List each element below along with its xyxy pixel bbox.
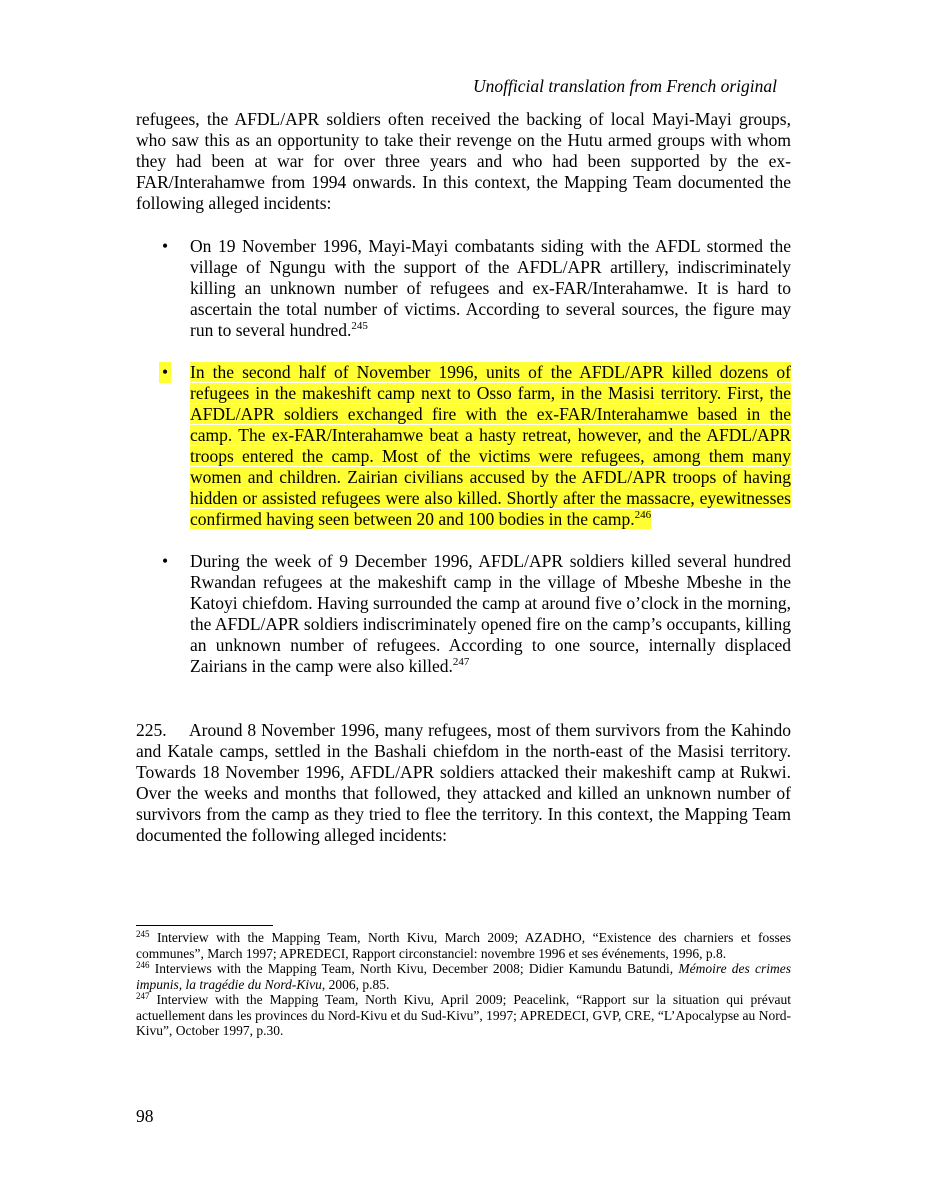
footnote: $^{247}$ Interview with the Mapping Team, North Kivu, April 2009; Peacelink, “Rapport sur la situation qui prévaut actuellement dans les provinces du Nord-Kivu et du Sud-Kivu”, 1997; APREDECI, GVP, CRE, “L’Apocalypse au Nord-Kivu”, October 1997, p.30. bbox=[136, 991, 791, 1038]
list-item-text: During the week of 9 December 1996, AFDL/APR soldiers killed several hundred Rwandan refugees at the makeshift camp in the village of Mbeshe Mbeshe in the Katoyi chiefdom. Having surrounded the camp at around five o’clock in the morning, the AFDL/APR soldiers indiscriminately opened fire on the camp’s occupants, killing an unknown number of refugees. According to one source, internally displaced Zairians in the camp were also killed.$^{247}$ bbox=[190, 551, 791, 676]
list-item bbox=[136, 236, 791, 341]
footnotes bbox=[136, 930, 791, 1039]
intro-text: refugees, the AFDL/APR soldiers often received the backing of local Mayi-Mayi groups, who saw this as an opportunity to take their revenge on the Hutu armed groups with whom they had been at war for over three years and who had been supported by the ex-FAR/Interahamwe from 1994 onwards. In this context, the Mapping Team documented the following alleged incidents: bbox=[136, 109, 791, 213]
footnote: $^{246}$ Interviews with the Mapping Team, North Kivu, December 2008; Didier Kamundu Batundi, Mémoire des crimes impunis, la tragédie du Nord-Kivu, 2006, p.85. bbox=[136, 960, 792, 992]
page-number: 98 bbox=[136, 1106, 154, 1126]
footnote-number: 246 bbox=[136, 960, 150, 970]
footnote-number: 245 bbox=[136, 929, 150, 939]
paragraph-225 bbox=[136, 720, 791, 846]
list-item bbox=[136, 551, 791, 677]
incident-list bbox=[136, 236, 791, 698]
footnote-ref[interactable]: 246 bbox=[634, 509, 652, 521]
paragraph-text: Around 8 November 1996, many refugees, most of them survivors from the Kahindo and Katale camps, settled in the Bashali chiefdom in the north-east of the Masisi territory. Towards 18 November 1996, AFDL/APR soldiers attacked their makeshift camp at Rukwi. Over the weeks and months that followed, they attacked and killed an unknown number of survivors from the camp as they tried to flee the territory. In this context, the Mapping Team documented the following alleged incidents: bbox=[136, 720, 791, 845]
intro-paragraph bbox=[136, 109, 791, 214]
footnote-divider bbox=[136, 925, 273, 926]
list-item-text bbox=[190, 362, 791, 530]
bullet-marker: • bbox=[162, 236, 169, 256]
list-item-highlighted bbox=[136, 362, 791, 530]
highlighted-text: In the second half of November 1996, units of the AFDL/APR killed dozens of refugees in the makeshift camp next to Osso farm, in the Masisi territory. First, the AFDL/APR soldiers exchanged fire with the ex-FAR/Interahamwe based in the camp. The ex-FAR/Interahamwe beat a hasty retreat, however, and the AFDL/APR troops entered the camp. Most of the victims were refugees, among them many women and children. Zairian civilians accused by the AFDL/APR troops of having hidden or assisted refugees were also killed. Shortly after the massacre, eyewitnesses confirmed having seen between 20 and 100 bodies in the camp.$^{246}$ bbox=[190, 362, 791, 529]
page-header: Unofficial translation from French original bbox=[473, 76, 777, 96]
footnote-ref[interactable]: 247 bbox=[452, 656, 470, 668]
paragraph-number: 225. bbox=[136, 720, 167, 740]
list-item-text: On 19 November 1996, Mayi-Mayi combatants siding with the AFDL stormed the village of Ngungu with the support of the AFDL/APR artillery, indiscriminately killing an unknown number of refugees and ex-FAR/Interahamwe. It is hard to ascertain the total number of victims. According to several sources, the figure may run to several hundred.$^{245}$ bbox=[190, 236, 791, 340]
bullet-marker: • bbox=[159, 362, 171, 383]
footnote-ref[interactable]: 245 bbox=[351, 320, 368, 332]
footnote-number: 247 bbox=[136, 991, 150, 1001]
footnote-book-title: Mémoire des crimes impunis, la tragédie du Nord-Kivu bbox=[136, 961, 792, 992]
bullet-marker: • bbox=[162, 551, 169, 571]
footnote: $^{245}$ Interview with the Mapping Team, North Kivu, March 2009; AZADHO, “Existence des charniers et fosses communes”, March 1997; APREDECI, Rapport circonstanciel: novembre 1996 et ses événements, 1996, p.8. bbox=[136, 929, 792, 961]
